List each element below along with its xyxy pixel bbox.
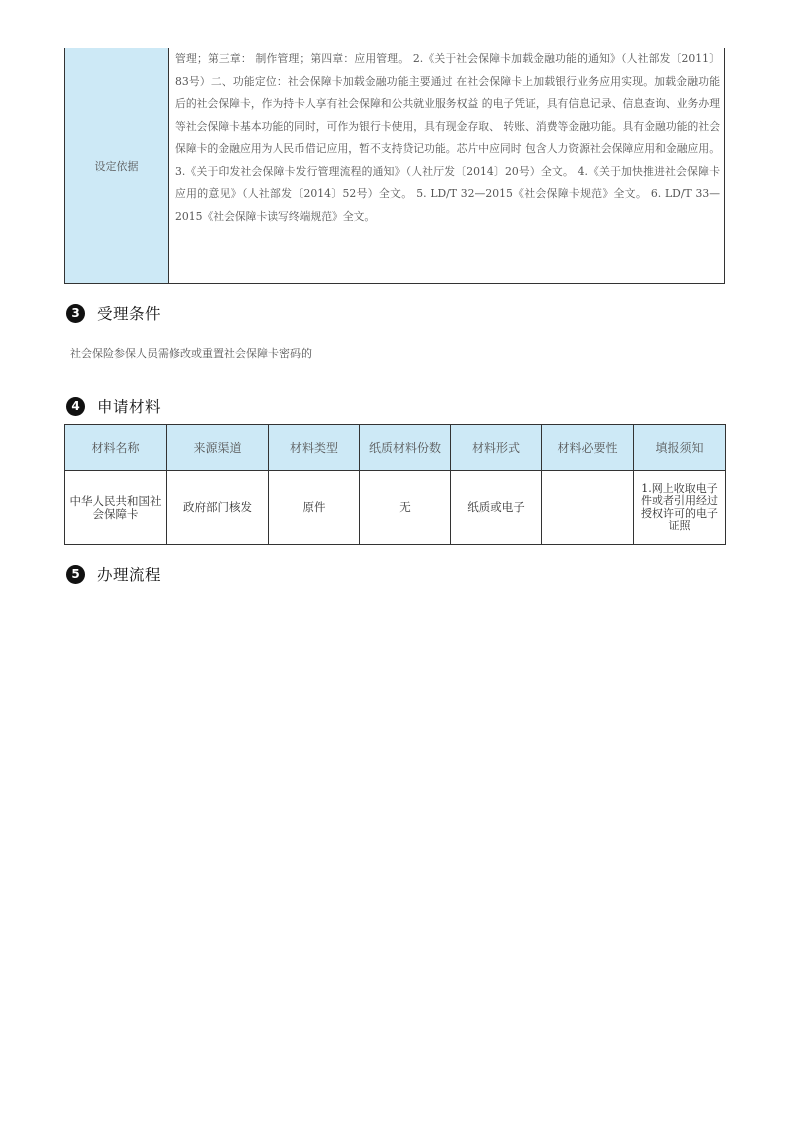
- section-number-icon: 3: [66, 304, 85, 323]
- acceptance-condition-text: 社会保险参保人员需修改或重置社会保障卡密码的: [70, 347, 312, 360]
- material-name-cell: 中华人民共和国社会保障卡: [65, 471, 167, 545]
- legal-basis-table: [64, 48, 725, 284]
- materials-table: [64, 424, 726, 545]
- legal-basis-content: 管理；第三章： 制作管理；第四章：应用管理。 2.《关于社会保障卡加载金融功能的通知》（人社部发〔2011〕83号）二、功能定位：社会保障卡加载金融功能主要通过 在社会保障卡上加载银行业务应用实现。加载金融功能后的社会保障卡，作为持卡人享有社会保障和公共就业服务权益 的电子凭证，具有信息记录、信息查询、业务办理等社会保障卡基本功能的同时，可作为银行卡使用，具有现金存取、 转账、消费等金融功能。具有金融功能的社会保障卡的金融应用为人民币借记应用，暂不支持贷记功能。芯片中应同时 包含人力资源社会保障应用和金融应用。 3.《关于印发社会保障卡发行管理流程的通知》（人社厅发〔2014〕20号）全文。 4.《关于加快推进社会保障卡应用的意见》（人社部发〔2014〕52号）全文。 5. LD/T 32—2015《社会保障卡规范》全文。 6. LD/T 33—2015《社会保障卡读写终端规范》全文。: [169, 48, 725, 284]
- section-title: 办理流程: [97, 566, 162, 584]
- column-header: 材料形式: [451, 425, 542, 471]
- table-header-row: [65, 425, 726, 471]
- column-header: 填报须知: [634, 425, 726, 471]
- section-process-flow: [66, 563, 161, 585]
- section-title: 受理条件: [97, 305, 162, 323]
- section-application-materials: [66, 395, 161, 417]
- section-number-icon: 4: [66, 397, 85, 416]
- material-type-cell: 原件: [269, 471, 360, 545]
- column-header: 材料类型: [269, 425, 360, 471]
- section-acceptance-conditions: [66, 302, 161, 324]
- material-source-cell: 政府部门核发: [167, 471, 269, 545]
- table-row: [65, 471, 726, 545]
- column-header: 材料必要性: [542, 425, 634, 471]
- legal-basis-label: 设定依据: [65, 48, 169, 284]
- material-necessity-cell: [542, 471, 634, 545]
- section-title: 申请材料: [97, 398, 162, 416]
- section-number-icon: 5: [66, 565, 85, 584]
- material-copies-cell: 无: [360, 471, 451, 545]
- material-form-cell: 纸质或电子: [451, 471, 542, 545]
- material-notes-cell: 1.网上收取电子件或者引用经过授权许可的电子证照: [634, 471, 726, 545]
- column-header: 纸质材料份数: [360, 425, 451, 471]
- column-header: 来源渠道: [167, 425, 269, 471]
- column-header: 材料名称: [65, 425, 167, 471]
